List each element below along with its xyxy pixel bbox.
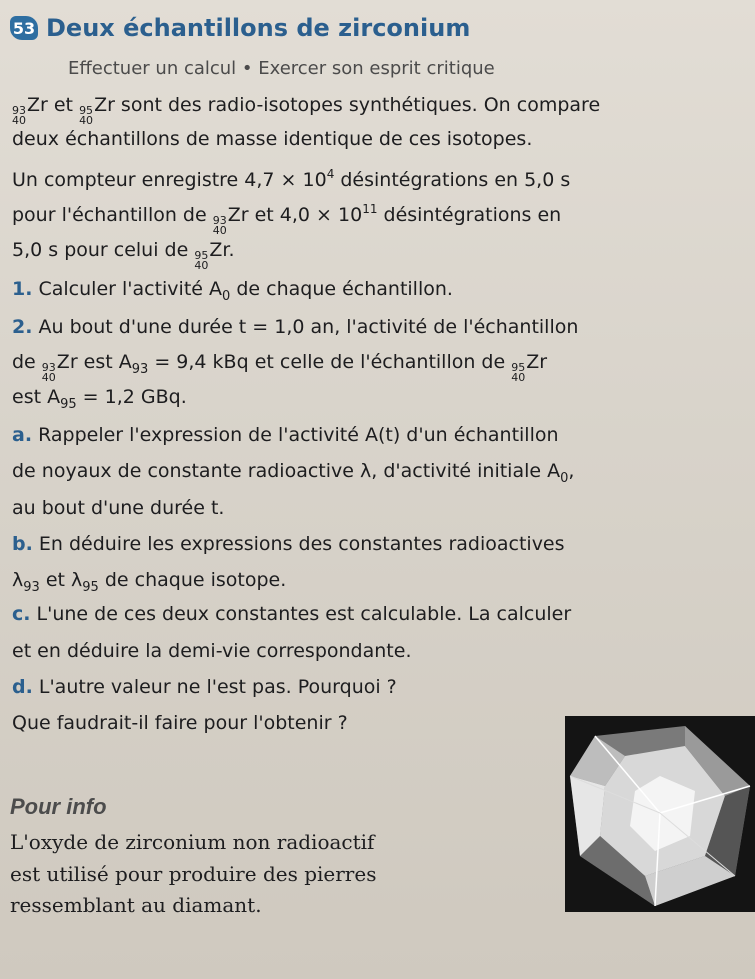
question-2a-line-1: a. Rappeler l'expression de l'activité A(t) d'un échantillon — [12, 424, 559, 446]
isotope-zr95: 95 40 — [194, 249, 209, 272]
text-line-3: Un compteur enregistre $4,7 \times 10^4$ désintégrations en 5,0 s — [12, 167, 571, 191]
isotope-zr93: 93 40 — [12, 104, 26, 127]
isotope-zr95: 95 40 — [511, 361, 526, 384]
exercise-skills: Effectuer un calcul • Exercer son esprit critique — [68, 58, 495, 79]
info-line-3: ressemblant au diamant. — [10, 893, 262, 917]
diamond-photo — [565, 716, 755, 912]
question-2c-line-2: et en déduire la demi-vie correspondante. — [12, 640, 412, 662]
question-2a-line-3: au bout d'une durée t. — [12, 497, 225, 519]
exercise-header — [10, 14, 470, 42]
text-line-4: pour l'échantillon de 93 40 Zr et $4,0 \times 10^{11}$ désintégrations en — [12, 202, 562, 237]
isotope-zr93: 93 40 — [41, 361, 56, 384]
question-1: 1. Calculer l'activité $A_0$ de chaque échantillon. — [12, 278, 453, 304]
info-line-1: L'oxyde de zirconium non radioactif — [10, 830, 375, 854]
question-2-line-1: 2. Au bout d'une durée t = 1,0 an, l'activité de l'échantillon — [12, 316, 579, 338]
text-line-1: 93 40 Zr et 95 40 Zr sont des radio-isotopes synthétiques. On compare — [12, 94, 601, 127]
question-2a-line-2: de noyaux de constante radioactive λ, d'activité initiale $A_0$, — [12, 460, 575, 486]
question-2b-line-1: b. En déduire les expressions des constantes radioactives — [12, 533, 565, 555]
question-2-line-3: est $A_{95} = 1,2$ GBq. — [12, 386, 187, 412]
info-box-title: Pour info — [10, 794, 107, 819]
question-2b-line-2: $\lambda_{93}$ et $\lambda_{95}$ de chaque isotope. — [12, 569, 287, 595]
text-line-5: 5,0 s pour celui de 95 40 Zr. — [12, 239, 235, 272]
question-2d-line-1: d. L'autre valeur ne l'est pas. Pourquoi ? — [12, 676, 397, 698]
question-2c-line-1: c. L'une de ces deux constantes est calculable. La calculer — [12, 603, 572, 625]
text-line-2: deux échantillons de masse identique de ces isotopes. — [12, 128, 533, 150]
question-2-line-2: de 93 40 Zr est $A_{93} = 9,4$ kBq et celle de l'échantillon de 95 40 Zr — [12, 351, 548, 384]
question-2d-line-2: Que faudrait-il faire pour l'obtenir ? — [12, 712, 348, 734]
exercise-title: Deux échantillons de zirconium — [46, 14, 471, 42]
exercise-number-badge: 53 — [10, 16, 38, 40]
isotope-zr93: 93 40 — [212, 214, 227, 237]
info-line-2: est utilisé pour produire des pierres — [10, 862, 377, 886]
isotope-zr95: 95 40 — [79, 104, 94, 127]
